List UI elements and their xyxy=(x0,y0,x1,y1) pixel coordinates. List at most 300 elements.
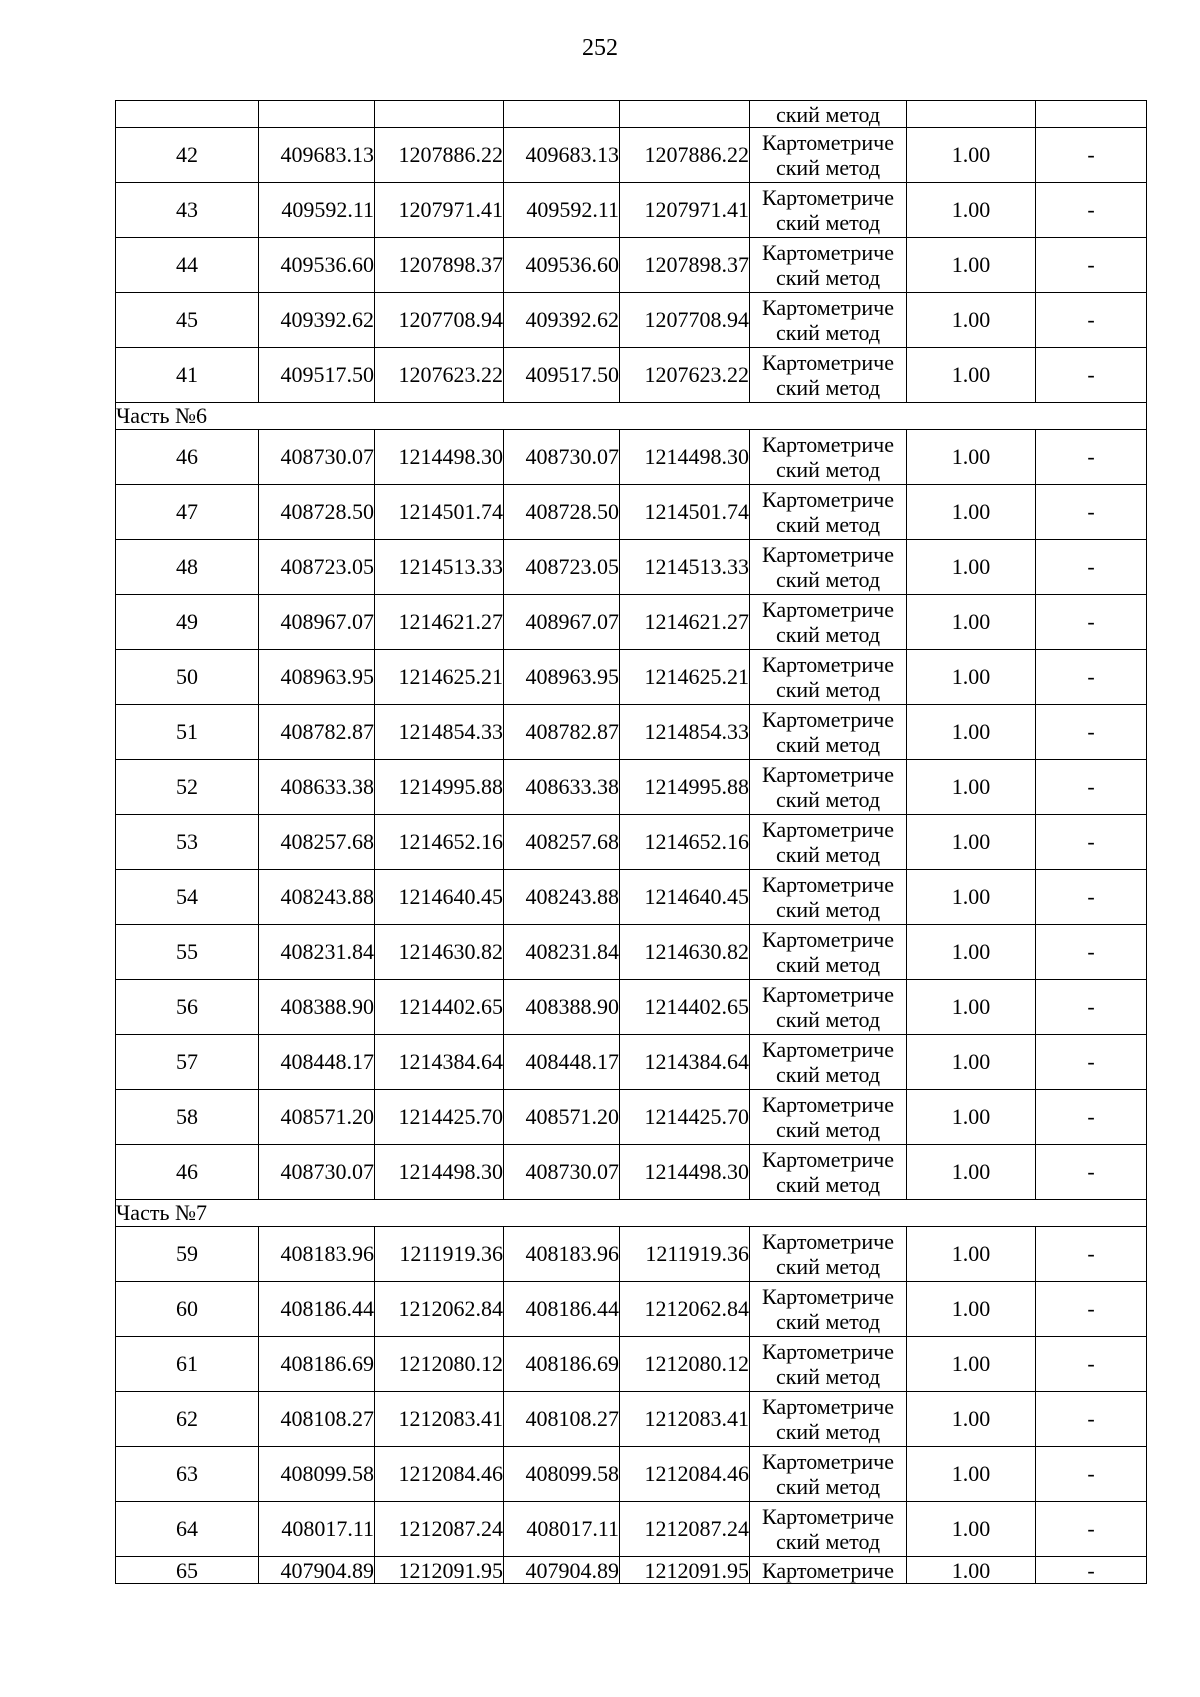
y-coordinate: 1214498.30 xyxy=(375,1145,504,1200)
y-coordinate-2: 1207623.22 xyxy=(620,348,750,403)
x-coordinate-2: 408231.84 xyxy=(504,925,620,980)
x-coordinate-2: 408099.58 xyxy=(504,1447,620,1502)
table-row xyxy=(116,293,1147,348)
method-line-2: ский метод xyxy=(775,842,881,867)
method-line-1: Картометриче xyxy=(762,487,894,512)
accuracy-value: 1.00 xyxy=(907,595,1036,650)
method-line-2: ский метод xyxy=(775,1254,881,1279)
y-coordinate: 1207708.94 xyxy=(375,293,504,348)
accuracy-value: 1.00 xyxy=(907,705,1036,760)
y-coordinate: 1214640.45 xyxy=(375,870,504,925)
x-coordinate: 408257.68 xyxy=(259,815,375,870)
x-coordinate: 408183.96 xyxy=(259,1227,375,1282)
method-line-1: Картометриче xyxy=(762,1147,894,1172)
method-line-2: ский метод xyxy=(775,1419,881,1444)
y-coordinate-2: 1212087.24 xyxy=(620,1502,750,1557)
x-coordinate: 409536.60 xyxy=(259,238,375,293)
cell-empty xyxy=(116,101,259,128)
point-number: 51 xyxy=(116,705,259,760)
extra-value: - xyxy=(1036,183,1147,238)
y-coordinate: 1214625.21 xyxy=(375,650,504,705)
x-coordinate-2: 408186.69 xyxy=(504,1337,620,1392)
x-coordinate-2: 408728.50 xyxy=(504,485,620,540)
y-coordinate: 1211919.36 xyxy=(375,1227,504,1282)
point-number: 44 xyxy=(116,238,259,293)
table-body xyxy=(116,101,1147,1584)
x-coordinate-2: 408388.90 xyxy=(504,980,620,1035)
method-cell xyxy=(750,925,907,980)
point-number: 42 xyxy=(116,128,259,183)
x-coordinate-2: 409592.11 xyxy=(504,183,620,238)
method-cell xyxy=(750,1337,907,1392)
y-coordinate: 1214402.65 xyxy=(375,980,504,1035)
x-coordinate: 408633.38 xyxy=(259,760,375,815)
extra-value: - xyxy=(1036,925,1147,980)
x-coordinate: 408448.17 xyxy=(259,1035,375,1090)
method-line-1: Картометриче xyxy=(762,1504,894,1529)
method-cell xyxy=(750,238,907,293)
method-cell xyxy=(750,870,907,925)
method-line-2: ский метод xyxy=(775,787,881,812)
extra-value: - xyxy=(1036,238,1147,293)
y-coordinate-2: 1207971.41 xyxy=(620,183,750,238)
x-coordinate-2: 408963.95 xyxy=(504,650,620,705)
y-coordinate-2: 1214995.88 xyxy=(620,760,750,815)
point-number: 62 xyxy=(116,1392,259,1447)
table-row xyxy=(116,348,1147,403)
y-coordinate-2: 1214513.33 xyxy=(620,540,750,595)
y-coordinate: 1214384.64 xyxy=(375,1035,504,1090)
method-line-1: Картометриче xyxy=(762,982,894,1007)
table-row xyxy=(116,430,1147,485)
accuracy-value: 1.00 xyxy=(907,1035,1036,1090)
method-cell xyxy=(750,128,907,183)
cell-empty xyxy=(1036,101,1147,128)
table-row xyxy=(116,925,1147,980)
point-number: 46 xyxy=(116,430,259,485)
extra-value: - xyxy=(1036,980,1147,1035)
page-number: 252 xyxy=(582,35,618,61)
method-cell xyxy=(750,485,907,540)
y-coordinate: 1214621.27 xyxy=(375,595,504,650)
accuracy-value: 1.00 xyxy=(907,980,1036,1035)
point-number: 61 xyxy=(116,1337,259,1392)
y-coordinate-2: 1212091.95 xyxy=(620,1557,750,1584)
y-coordinate-2: 1212080.12 xyxy=(620,1337,750,1392)
method-line-2: ский метод xyxy=(775,622,881,647)
extra-value: - xyxy=(1036,650,1147,705)
table-row xyxy=(116,870,1147,925)
x-coordinate-2: 407904.89 xyxy=(504,1557,620,1584)
x-coordinate: 408017.11 xyxy=(259,1502,375,1557)
y-coordinate-2: 1214402.65 xyxy=(620,980,750,1035)
method-cell xyxy=(750,1145,907,1200)
extra-value: - xyxy=(1036,293,1147,348)
x-coordinate-2: 408730.07 xyxy=(504,1145,620,1200)
x-coordinate-2: 409536.60 xyxy=(504,238,620,293)
cell-empty xyxy=(620,101,750,128)
extra-value: - xyxy=(1036,1337,1147,1392)
method-line-1: Картометриче xyxy=(762,1394,894,1419)
y-coordinate: 1214501.74 xyxy=(375,485,504,540)
continuation-row xyxy=(116,101,1147,128)
x-coordinate-2: 408243.88 xyxy=(504,870,620,925)
method-cell: ский метод xyxy=(750,101,907,128)
method-line-1: Картометриче xyxy=(762,1037,894,1062)
point-number: 45 xyxy=(116,293,259,348)
table-row xyxy=(116,650,1147,705)
accuracy-value: 1.00 xyxy=(907,870,1036,925)
table-row xyxy=(116,485,1147,540)
y-coordinate: 1212091.95 xyxy=(375,1557,504,1584)
x-coordinate: 409517.50 xyxy=(259,348,375,403)
y-coordinate-2: 1207708.94 xyxy=(620,293,750,348)
y-coordinate-2: 1214625.21 xyxy=(620,650,750,705)
method-line-2: ский метод xyxy=(775,155,881,180)
y-coordinate: 1214513.33 xyxy=(375,540,504,595)
method-line-1: Картометриче xyxy=(762,1092,894,1117)
x-coordinate-2: 409683.13 xyxy=(504,128,620,183)
method-line-1: Картометриче xyxy=(762,762,894,787)
x-coordinate: 408730.07 xyxy=(259,1145,375,1200)
accuracy-value: 1.00 xyxy=(907,348,1036,403)
point-number: 65 xyxy=(116,1557,259,1584)
y-coordinate: 1212083.41 xyxy=(375,1392,504,1447)
method-line-2: ский метод xyxy=(775,1062,881,1087)
extra-value: - xyxy=(1036,595,1147,650)
method-line-2: ский метод xyxy=(775,567,881,592)
y-coordinate: 1212080.12 xyxy=(375,1337,504,1392)
method-line-2: ский метод xyxy=(775,1529,881,1554)
method-line-2: ский метод xyxy=(775,897,881,922)
y-coordinate-2: 1214640.45 xyxy=(620,870,750,925)
x-coordinate: 408963.95 xyxy=(259,650,375,705)
point-number: 63 xyxy=(116,1447,259,1502)
table-row xyxy=(116,1145,1147,1200)
method-line-1: Картометриче xyxy=(762,597,894,622)
x-coordinate: 408782.87 xyxy=(259,705,375,760)
extra-value: - xyxy=(1036,1145,1147,1200)
extra-value: - xyxy=(1036,1557,1147,1584)
accuracy-value: 1.00 xyxy=(907,183,1036,238)
accuracy-value: 1.00 xyxy=(907,1227,1036,1282)
table-row xyxy=(116,1227,1147,1282)
method-line-1: Картометриче xyxy=(762,295,894,320)
method-cell xyxy=(750,1392,907,1447)
accuracy-value: 1.00 xyxy=(907,293,1036,348)
x-coordinate-2: 408730.07 xyxy=(504,430,620,485)
method-line-1: Картометриче xyxy=(762,707,894,732)
x-coordinate-2: 409392.62 xyxy=(504,293,620,348)
x-coordinate-2: 409517.50 xyxy=(504,348,620,403)
point-number: 54 xyxy=(116,870,259,925)
accuracy-value: 1.00 xyxy=(907,1447,1036,1502)
point-number: 50 xyxy=(116,650,259,705)
accuracy-value: 1.00 xyxy=(907,485,1036,540)
y-coordinate-2: 1212083.41 xyxy=(620,1392,750,1447)
y-coordinate-2: 1214501.74 xyxy=(620,485,750,540)
method-line-2: ский метод xyxy=(775,1474,881,1499)
coordinates-table xyxy=(115,100,1147,1584)
method-line-1: Картометриче xyxy=(762,872,894,897)
method-line-2: ский метод xyxy=(775,952,881,977)
method-line-1: Картометриче xyxy=(762,130,894,155)
y-coordinate: 1212084.46 xyxy=(375,1447,504,1502)
x-coordinate-2: 408017.11 xyxy=(504,1502,620,1557)
method-line-2: ский метод xyxy=(775,265,881,290)
method-cell xyxy=(750,705,907,760)
y-coordinate: 1207971.41 xyxy=(375,183,504,238)
method-line-2: ский метод xyxy=(775,1364,881,1389)
table-row xyxy=(116,540,1147,595)
accuracy-value: 1.00 xyxy=(907,1557,1036,1584)
x-coordinate: 408728.50 xyxy=(259,485,375,540)
cell-empty xyxy=(504,101,620,128)
table-row xyxy=(116,760,1147,815)
y-coordinate-2: 1207898.37 xyxy=(620,238,750,293)
method-line-2: ский метод xyxy=(775,457,881,482)
x-coordinate: 409592.11 xyxy=(259,183,375,238)
y-coordinate-2: 1214498.30 xyxy=(620,430,750,485)
x-coordinate: 407904.89 xyxy=(259,1557,375,1584)
y-coordinate-2: 1212084.46 xyxy=(620,1447,750,1502)
y-coordinate: 1214630.82 xyxy=(375,925,504,980)
method-line-1: Картометриче xyxy=(762,1339,894,1364)
method-cell xyxy=(750,815,907,870)
accuracy-value: 1.00 xyxy=(907,650,1036,705)
accuracy-value: 1.00 xyxy=(907,540,1036,595)
x-coordinate: 408186.44 xyxy=(259,1282,375,1337)
method-cell xyxy=(750,1447,907,1502)
x-coordinate-2: 408571.20 xyxy=(504,1090,620,1145)
y-coordinate: 1207886.22 xyxy=(375,128,504,183)
accuracy-value: 1.00 xyxy=(907,1090,1036,1145)
accuracy-value: 1.00 xyxy=(907,1282,1036,1337)
x-coordinate: 409392.62 xyxy=(259,293,375,348)
point-number: 52 xyxy=(116,760,259,815)
y-coordinate-2: 1214630.82 xyxy=(620,925,750,980)
table-row xyxy=(116,183,1147,238)
method-cell xyxy=(750,595,907,650)
method-cell xyxy=(750,650,907,705)
y-coordinate: 1214425.70 xyxy=(375,1090,504,1145)
accuracy-value: 1.00 xyxy=(907,1337,1036,1392)
point-number: 41 xyxy=(116,348,259,403)
extra-value: - xyxy=(1036,1282,1147,1337)
extra-value: - xyxy=(1036,430,1147,485)
method-line-2: ский метод xyxy=(775,1117,881,1142)
extra-value: - xyxy=(1036,1392,1147,1447)
table-row xyxy=(116,1447,1147,1502)
x-coordinate-2: 408186.44 xyxy=(504,1282,620,1337)
extra-value: - xyxy=(1036,870,1147,925)
x-coordinate-2: 408257.68 xyxy=(504,815,620,870)
table-row xyxy=(116,980,1147,1035)
method-line-2: ский метод xyxy=(775,512,881,537)
table-row xyxy=(116,705,1147,760)
extra-value: - xyxy=(1036,1227,1147,1282)
accuracy-value: 1.00 xyxy=(907,815,1036,870)
y-coordinate-2: 1214621.27 xyxy=(620,595,750,650)
cell-empty xyxy=(375,101,504,128)
cell-empty xyxy=(259,101,375,128)
method-cell xyxy=(750,1090,907,1145)
method-line-1: Картометриче xyxy=(762,185,894,210)
extra-value: - xyxy=(1036,1447,1147,1502)
cell-empty xyxy=(907,101,1036,128)
accuracy-value: 1.00 xyxy=(907,1145,1036,1200)
extra-value: - xyxy=(1036,705,1147,760)
x-coordinate-2: 408448.17 xyxy=(504,1035,620,1090)
point-number: 57 xyxy=(116,1035,259,1090)
extra-value: - xyxy=(1036,1502,1147,1557)
point-number: 43 xyxy=(116,183,259,238)
y-coordinate-2: 1214384.64 xyxy=(620,1035,750,1090)
method-cell xyxy=(750,540,907,595)
method-cell xyxy=(750,1035,907,1090)
extra-value: - xyxy=(1036,540,1147,595)
method-line-2: ский метод xyxy=(775,210,881,235)
table-row xyxy=(116,1502,1147,1557)
y-coordinate-2: 1207886.22 xyxy=(620,128,750,183)
extra-value: - xyxy=(1036,348,1147,403)
extra-value: - xyxy=(1036,1035,1147,1090)
method-cell xyxy=(750,980,907,1035)
method-line-1: Картометриче xyxy=(762,350,894,375)
section-header-row xyxy=(116,1200,1147,1227)
y-coordinate: 1214995.88 xyxy=(375,760,504,815)
method-line-2: ский метод xyxy=(775,677,881,702)
table-row xyxy=(116,128,1147,183)
y-coordinate: 1214652.16 xyxy=(375,815,504,870)
method-cell xyxy=(750,348,907,403)
accuracy-value: 1.00 xyxy=(907,128,1036,183)
y-coordinate-2: 1212062.84 xyxy=(620,1282,750,1337)
y-coordinate-2: 1211919.36 xyxy=(620,1227,750,1282)
method-line-1: Картометриче xyxy=(762,1229,894,1254)
table-row xyxy=(116,1090,1147,1145)
table-row xyxy=(116,1035,1147,1090)
x-coordinate: 408099.58 xyxy=(259,1447,375,1502)
point-number: 49 xyxy=(116,595,259,650)
method-cell xyxy=(750,1502,907,1557)
method-line-2: ский метод xyxy=(775,1172,881,1197)
y-coordinate-2: 1214498.30 xyxy=(620,1145,750,1200)
point-number: 64 xyxy=(116,1502,259,1557)
method-line-1: Картометриче xyxy=(762,240,894,265)
table-row xyxy=(116,595,1147,650)
method-line-2: ский метод xyxy=(775,732,881,757)
table-row xyxy=(116,1557,1147,1584)
table-row xyxy=(116,1337,1147,1392)
method-line-1: Картометриче xyxy=(762,1284,894,1309)
method-line-1: Картометриче xyxy=(762,542,894,567)
x-coordinate: 408730.07 xyxy=(259,430,375,485)
point-number: 46 xyxy=(116,1145,259,1200)
method-line-2: ский метод xyxy=(775,375,881,400)
x-coordinate-2: 408723.05 xyxy=(504,540,620,595)
x-coordinate: 408388.90 xyxy=(259,980,375,1035)
y-coordinate: 1207898.37 xyxy=(375,238,504,293)
y-coordinate: 1214854.33 xyxy=(375,705,504,760)
extra-value: - xyxy=(1036,1090,1147,1145)
x-coordinate-2: 408183.96 xyxy=(504,1227,620,1282)
x-coordinate-2: 408967.07 xyxy=(504,595,620,650)
table-row xyxy=(116,238,1147,293)
section-title: Часть №6 xyxy=(116,403,1147,430)
accuracy-value: 1.00 xyxy=(907,1392,1036,1447)
x-coordinate: 408967.07 xyxy=(259,595,375,650)
x-coordinate-2: 408782.87 xyxy=(504,705,620,760)
extra-value: - xyxy=(1036,760,1147,815)
accuracy-value: 1.00 xyxy=(907,760,1036,815)
x-coordinate: 408231.84 xyxy=(259,925,375,980)
accuracy-value: 1.00 xyxy=(907,430,1036,485)
point-number: 59 xyxy=(116,1227,259,1282)
accuracy-value: 1.00 xyxy=(907,238,1036,293)
section-title: Часть №7 xyxy=(116,1200,1147,1227)
x-coordinate: 408723.05 xyxy=(259,540,375,595)
method-cell xyxy=(750,430,907,485)
y-coordinate-2: 1214425.70 xyxy=(620,1090,750,1145)
accuracy-value: 1.00 xyxy=(907,925,1036,980)
y-coordinate: 1214498.30 xyxy=(375,430,504,485)
method-cell xyxy=(750,183,907,238)
x-coordinate: 408571.20 xyxy=(259,1090,375,1145)
extra-value: - xyxy=(1036,485,1147,540)
x-coordinate: 408186.69 xyxy=(259,1337,375,1392)
x-coordinate: 409683.13 xyxy=(259,128,375,183)
point-number: 55 xyxy=(116,925,259,980)
method-cell: Картометриче xyxy=(750,1557,907,1584)
method-cell xyxy=(750,1282,907,1337)
method-cell xyxy=(750,1227,907,1282)
extra-value: - xyxy=(1036,815,1147,870)
y-coordinate: 1207623.22 xyxy=(375,348,504,403)
x-coordinate-2: 408108.27 xyxy=(504,1392,620,1447)
x-coordinate: 408243.88 xyxy=(259,870,375,925)
extra-value: - xyxy=(1036,128,1147,183)
method-line-1: Картометриче xyxy=(762,1449,894,1474)
point-number: 58 xyxy=(116,1090,259,1145)
point-number: 47 xyxy=(116,485,259,540)
method-line-1: Картометриче xyxy=(762,817,894,842)
table-row xyxy=(116,815,1147,870)
method-line-1: Картометриче xyxy=(762,927,894,952)
table-row xyxy=(116,1282,1147,1337)
y-coordinate: 1212087.24 xyxy=(375,1502,504,1557)
y-coordinate-2: 1214854.33 xyxy=(620,705,750,760)
method-line-2: ский метод xyxy=(775,1007,881,1032)
method-line-1: Картометриче xyxy=(762,432,894,457)
point-number: 48 xyxy=(116,540,259,595)
method-line-1: Картометриче xyxy=(762,652,894,677)
section-header-row xyxy=(116,403,1147,430)
point-number: 53 xyxy=(116,815,259,870)
y-coordinate: 1212062.84 xyxy=(375,1282,504,1337)
method-cell xyxy=(750,293,907,348)
point-number: 56 xyxy=(116,980,259,1035)
method-line-2: ский метод xyxy=(775,1309,881,1334)
point-number: 60 xyxy=(116,1282,259,1337)
method-cell xyxy=(750,760,907,815)
method-line-2: ский метод xyxy=(775,320,881,345)
table-row xyxy=(116,1392,1147,1447)
x-coordinate-2: 408633.38 xyxy=(504,760,620,815)
y-coordinate-2: 1214652.16 xyxy=(620,815,750,870)
accuracy-value: 1.00 xyxy=(907,1502,1036,1557)
x-coordinate: 408108.27 xyxy=(259,1392,375,1447)
